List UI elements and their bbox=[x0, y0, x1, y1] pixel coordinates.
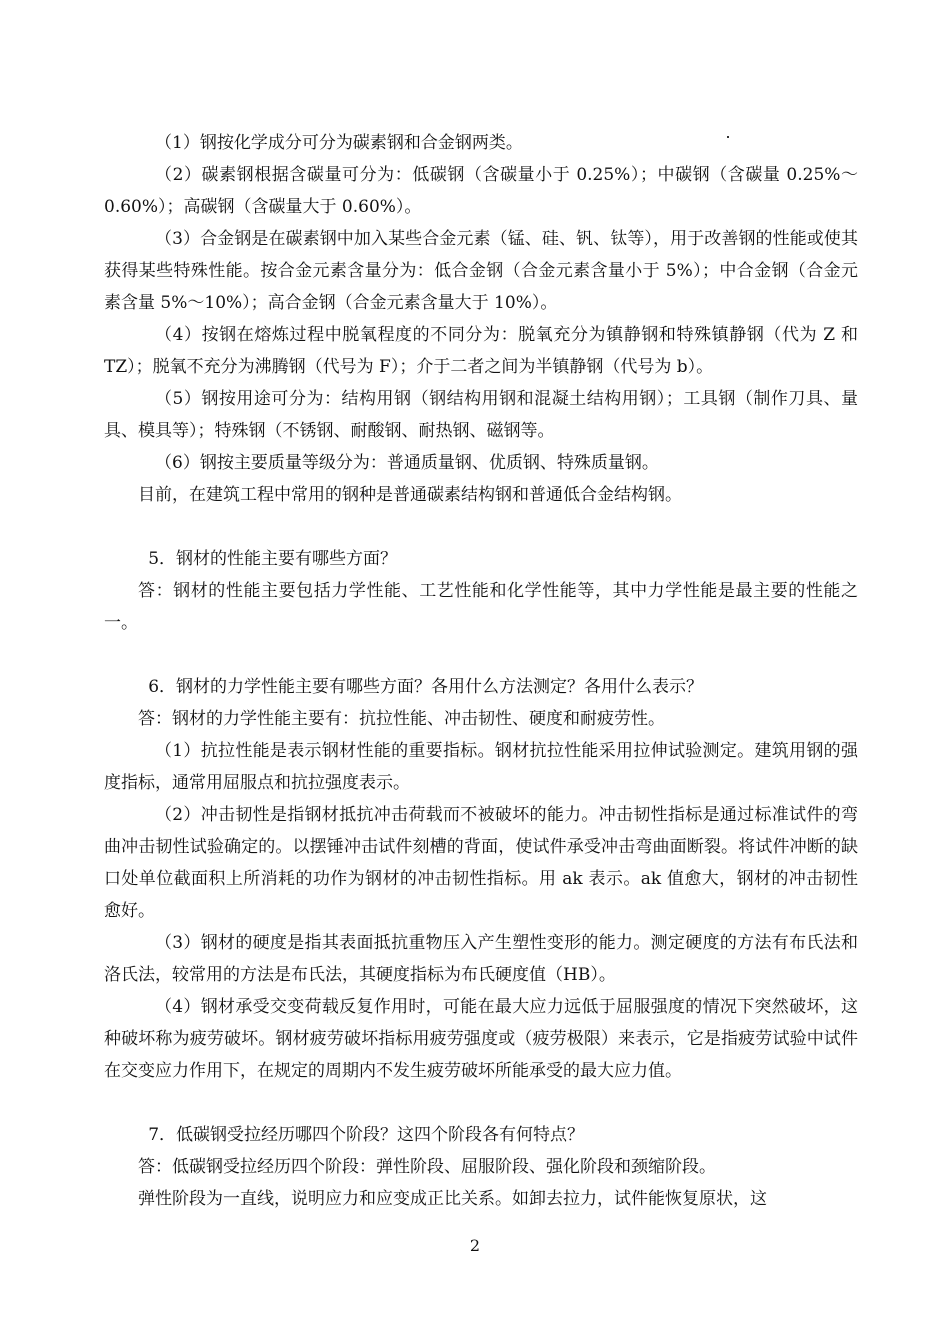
paragraph-alloy-steel: （3）合金钢是在碳素钢中加入某些合金元素（锰、硅、钒、钛等），用于改善钢的性能或使其获得某些特殊性能。按合金元素含量分为：低合金钢（合金元素含量小于 5%）；中合金钢（合金元素含量 5%～10%）；高合金钢（合金元素含量大于 10%）。 bbox=[104, 229, 858, 313]
answer-6-item-2: （2）冲击韧性是指钢材抵抗冲击荷载而不被破坏的能力。冲击韧性指标是通过标准试件的弯曲冲击韧性试验确定的。以摆锤冲击试件刻槽的背面，使试件承受冲击弯曲面断裂。将试件冲断的缺口处单位截面积上所消耗的功作为钢材的冲击韧性指标。用 ak 表示。ak 值愈大，钢材的冲击韧性愈好。 bbox=[104, 805, 858, 921]
answer-5: 答：钢材的性能主要包括力学性能、工艺性能和化学性能等，其中力学性能是最主要的性能之一。 bbox=[104, 581, 858, 633]
answer-6: 答：钢材的力学性能主要有：抗拉性能、冲击韧性、硬度和耐疲劳性。 bbox=[138, 709, 665, 729]
question-7: 7．低碳钢受拉经历哪四个阶段？这四个阶段各有何特点？ bbox=[148, 1125, 585, 1145]
answer-6-item-3: （3）钢材的硬度是指其表面抵抗重物压入产生塑性变形的能力。测定硬度的方法有布氏法和洛氏法，较常用的方法是布氏法，其硬度指标为布氏硬度值（HB）。 bbox=[104, 933, 858, 985]
paragraph-deoxidation: （4）按钢在熔炼过程中脱氧程度的不同分为：脱氧充分为镇静钢和特殊镇静钢（代为 Z 和 TZ）；脱氧不充分为沸腾钢（代号为 F）；介于二者之间为半镇静钢（代号为 b）。 bbox=[104, 325, 858, 377]
page-number: 2 bbox=[469, 1236, 481, 1255]
answer-7-continuation: 弹性阶段为一直线，说明应力和应变成正比关系。如卸去拉力，试件能恢复原状，这 bbox=[138, 1189, 767, 1209]
question-6: 6．钢材的力学性能主要有哪些方面？各用什么方法测定？各用什么表示？ bbox=[148, 677, 704, 697]
document-body bbox=[104, 127, 858, 1215]
paragraph-carbon-steel: （2）碳素钢根据含碳量可分为：低碳钢（含碳量小于 0.25%）；中碳钢（含碳量 0.25%～0.60%）；高碳钢（含碳量大于 0.60%）。 bbox=[104, 165, 858, 217]
paragraph-common-steel: 目前，在建筑工程中常用的钢种是普通碳素结构钢和普通低合金结构钢。 bbox=[138, 485, 682, 505]
question-5: 5．钢材的性能主要有哪些方面？ bbox=[148, 549, 398, 569]
answer-6-item-4: （4）钢材承受交变荷载反复作用时，可能在最大应力远低于屈服强度的情况下突然破坏，这种破坏称为疲劳破坏。钢材疲劳破坏指标用疲劳强度或（疲劳极限）来表示，它是指疲劳试验中试件在交变应力作用下，在规定的周期内不发生疲劳破坏所能承受的最大应力值。 bbox=[104, 997, 858, 1081]
paragraph-quality-grade: （6）钢按主要质量等级分为：普通质量钢、优质钢、特殊质量钢。 bbox=[155, 453, 659, 473]
paragraph-usage: （5）钢按用途可分为：结构用钢（钢结构用钢和混凝土结构用钢）；工具钢（制作刀具、量具、模具等）；特殊钢（不锈钢、耐酸钢、耐热钢、磁钢等。 bbox=[104, 389, 858, 441]
answer-6-item-1: （1）抗拉性能是表示钢材性能的重要指标。钢材抗拉性能采用拉伸试验测定。建筑用钢的强度指标，通常用屈服点和抗拉强度表示。 bbox=[104, 741, 858, 793]
paragraph-steel-chemical: （1）钢按化学成分可分为碳素钢和合金钢两类。 bbox=[155, 133, 523, 153]
answer-7: 答：低碳钢受拉经历四个阶段：弹性阶段、屈服阶段、强化阶段和颈缩阶段。 bbox=[138, 1157, 716, 1177]
